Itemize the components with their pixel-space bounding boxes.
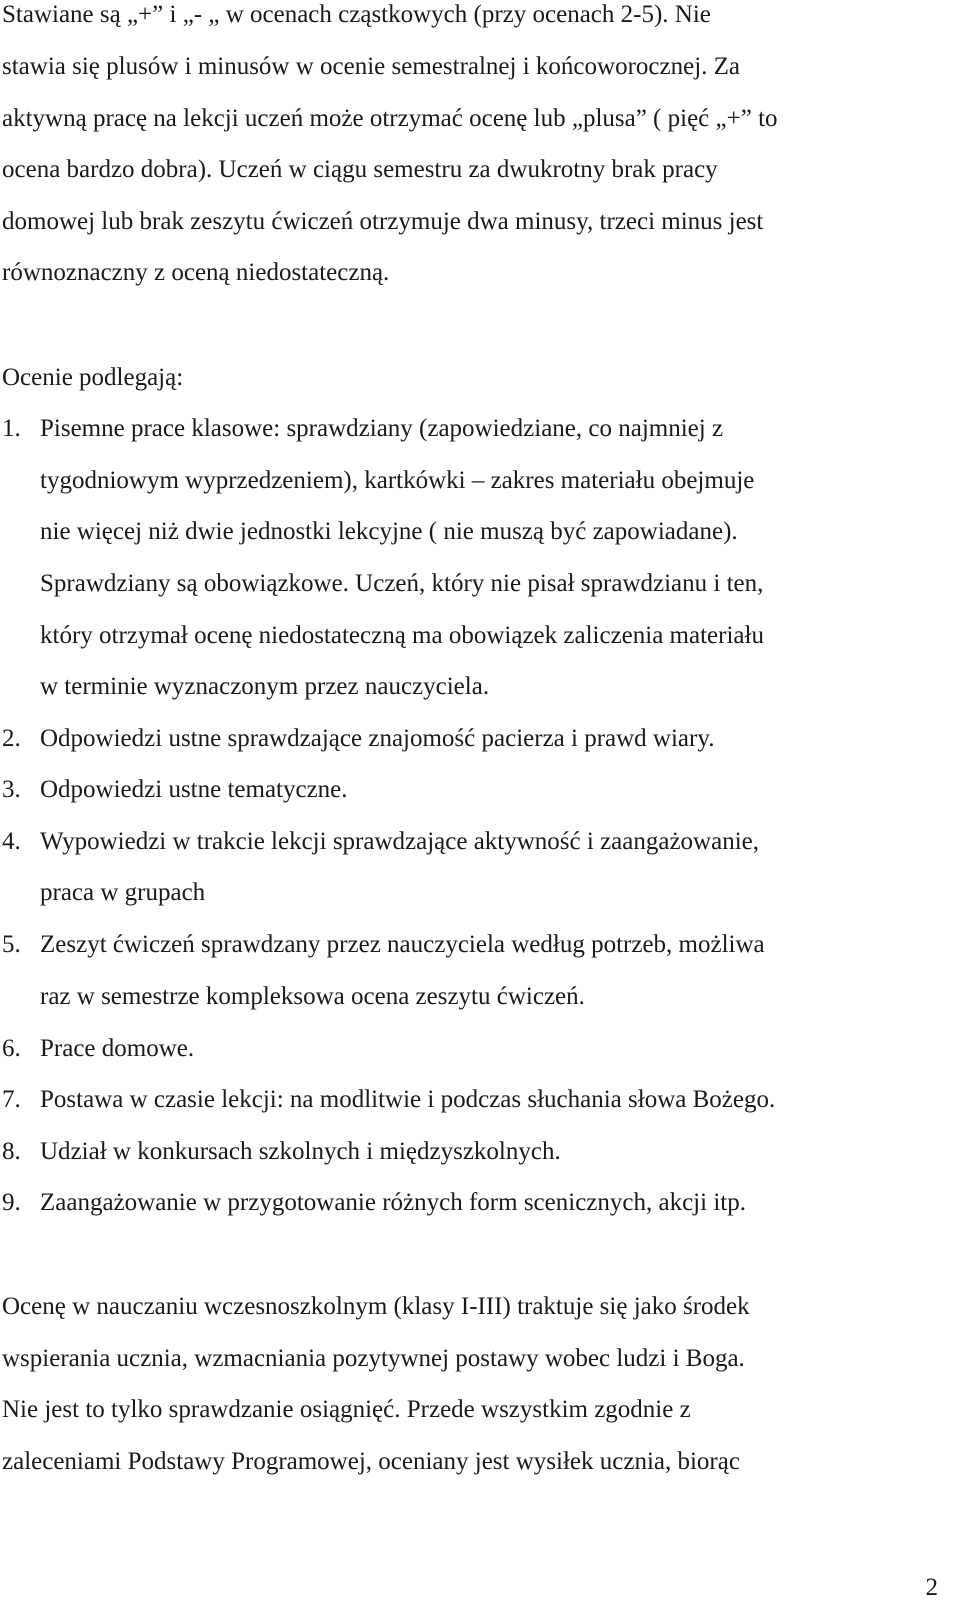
intro-line: domowej lub brak zeszytu ćwiczeń otrzymuje dwa minusy, trzeci minus jest [2, 208, 764, 235]
list-item [2, 1188, 746, 1218]
list-item [2, 827, 759, 857]
list-item-number: 2. [2, 725, 21, 752]
list-item-text: Odpowiedzi ustne sprawdzające znajomość pacierza i prawd wiary. [40, 725, 715, 752]
intro-line: równoznaczny z oceną niedostateczną. [2, 259, 390, 286]
list-item-number: 1. [2, 415, 21, 442]
list-item-continuation: praca w grupach [40, 879, 206, 906]
list-item [2, 724, 714, 754]
list-item-continuation: nie więcej niż dwie jednostki lekcyjne ( nie muszą być zapowiadane). [40, 518, 738, 545]
list-item [2, 1034, 194, 1064]
list-item-continuation: w terminie wyznaczonym przez nauczyciela. [40, 673, 490, 700]
list-item [2, 775, 348, 805]
list-item-number: 7. [2, 1086, 21, 1113]
closing-line: zaleceniami Podstawy Programowej, oceniany jest wysiłek ucznia, biorąc [2, 1448, 740, 1475]
page-number: 2 [925, 1574, 938, 1601]
list-item-continuation: tygodniowym wyprzedzeniem), kartkówki – zakres materiału obejmuje [40, 467, 755, 494]
list-item-text: Udział w konkursach szkolnych i międzyszkolnych. [40, 1138, 561, 1165]
closing-line: wspierania ucznia, wzmacniania pozytywnej postawy wobec ludzi i Boga. [2, 1345, 745, 1372]
list-item [2, 414, 723, 444]
intro-line: stawia się plusów i minusów w ocenie semestralnej i końcoworocznej. Za [2, 53, 741, 80]
list-item-number: 4. [2, 828, 21, 855]
closing-line: Nie jest to tylko sprawdzanie osiągnięć. Przede wszystkim zgodnie z [2, 1396, 691, 1423]
intro-line: ocena bardzo dobra). Uczeń w ciągu semestru za dwukrotny brak pracy [2, 156, 718, 183]
list-item-text: Zaangażowanie w przygotowanie różnych form scenicznych, akcji itp. [40, 1189, 746, 1216]
list-item-text: Prace domowe. [40, 1035, 195, 1062]
intro-line: Stawiane są „+” i „- „ w ocenach cząstkowych (przy ocenach 2-5). Nie [2, 1, 711, 28]
list-item-text: Odpowiedzi ustne tematyczne. [40, 776, 348, 803]
list-item-text: Pisemne prace klasowe: sprawdziany (zapowiedziane, co najmniej z [40, 415, 724, 442]
list-item-number: 8. [2, 1138, 21, 1165]
intro-line: aktywną pracę na lekcji uczeń może otrzymać ocenę lub „plusa” ( pięć „+” to [2, 105, 778, 132]
list-item [2, 1085, 775, 1115]
list-item-continuation: Sprawdziany są obowiązkowe. Uczeń, który nie pisał sprawdzianu i ten, [40, 570, 764, 597]
list-item-number: 6. [2, 1035, 21, 1062]
list-item-number: 9. [2, 1189, 21, 1216]
list-item-text: Wypowiedzi w trakcie lekcji sprawdzające aktywność i zaangażowanie, [40, 828, 759, 855]
list-item-number: 5. [2, 931, 21, 958]
list-item-continuation: który otrzymał ocenę niedostateczną ma obowiązek zaliczenia materiału [40, 622, 764, 649]
list-item-text: Postawa w czasie lekcji: na modlitwie i podczas słuchania słowa Bożego. [40, 1086, 776, 1113]
list-item-text: Zeszyt ćwiczeń sprawdzany przez nauczyciela według potrzeb, możliwa [40, 931, 765, 958]
list-item-continuation: raz w semestrze kompleksowa ocena zeszytu ćwiczeń. [40, 983, 585, 1010]
closing-line: Ocenę w nauczaniu wczesnoszkolnym (klasy I-III) traktuje się jako środek [2, 1293, 750, 1320]
list-heading: Ocenie podlegają: [2, 364, 184, 391]
list-item [2, 930, 765, 960]
list-item-number: 3. [2, 776, 21, 803]
list-item [2, 1137, 561, 1167]
